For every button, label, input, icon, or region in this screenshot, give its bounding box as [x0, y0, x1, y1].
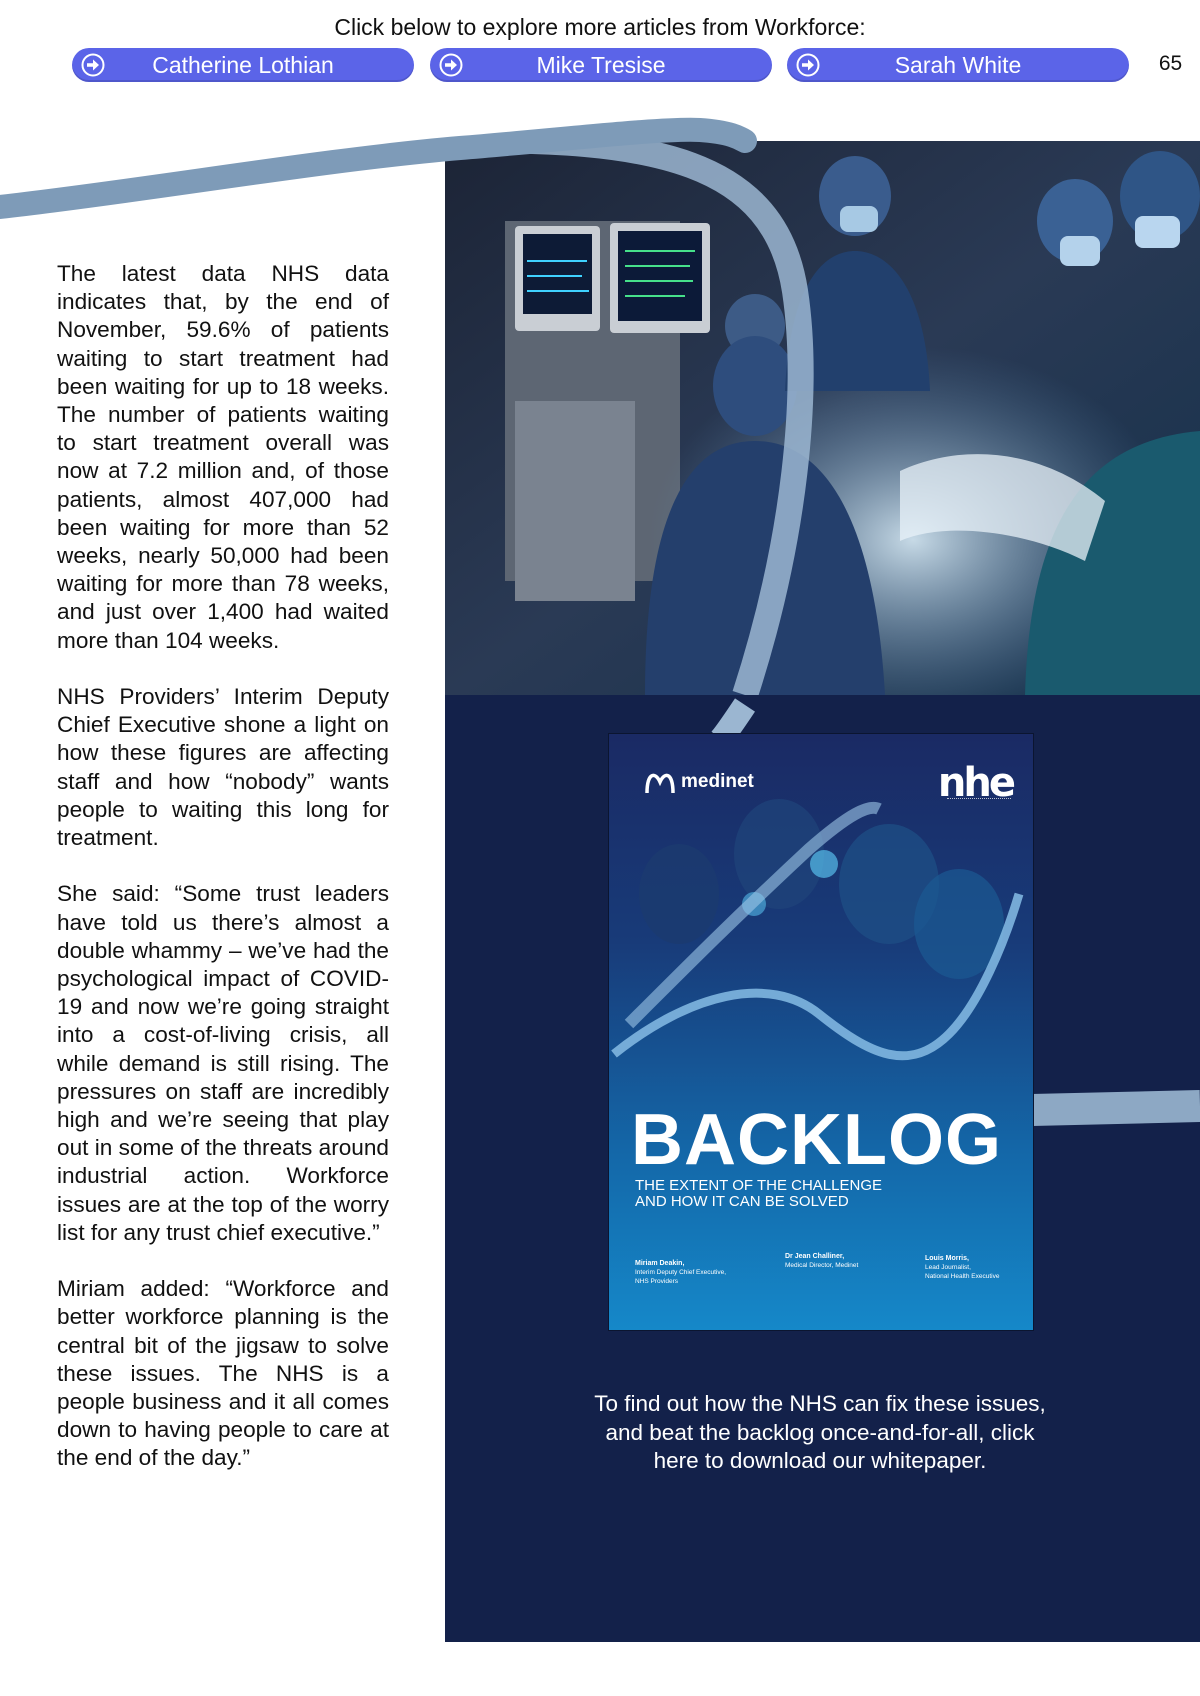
arrow-right-circle-icon: [439, 53, 463, 77]
nav-button-sarah-white[interactable]: [787, 48, 1129, 82]
arrow-right-circle-icon: [81, 53, 105, 77]
author-name: Miriam Deakin,: [635, 1260, 685, 1267]
cover-author: [925, 1254, 999, 1281]
author-name: Dr Jean Challiner,: [785, 1253, 845, 1260]
arrow-right-circle-icon: [796, 53, 820, 77]
nav-button-label: Mike Tresise: [536, 51, 666, 78]
article-paragraph: She said: “Some trust leaders have told us there’s almost a double whammy – we’ve had the psychological impact of COVID-19 and now we’re going straight into a cost-of-living crisis, all while demand is still rising. The pressures on staff are incredibly high and we’re seeing that play out in some of the threats around industrial action. Workforce issues are at the top of the worry list for any trust chief executive.”: [57, 881, 389, 1245]
nhe-tagline-line: [947, 798, 1011, 802]
article-body: [57, 260, 389, 1501]
cover-artwork: [609, 734, 1033, 1330]
nhe-logo: nhe: [937, 760, 1013, 806]
cover-subtitle-line: THE EXTENT OF THE CHALLENGE: [635, 1177, 882, 1194]
article-paragraph: Miriam added: “Workforce and better workforce planning is the central bit of the jigsaw to solve these issues. The NHS is a people business and it all comes down to having people to care at the end of the day.”: [57, 1276, 389, 1471]
medinet-wordmark: medinet: [681, 771, 754, 792]
author-name: Louis Morris,: [925, 1255, 969, 1262]
cover-title: BACKLOG: [631, 1100, 1002, 1180]
author-role: Interim Deputy Chief Executive,: [635, 1269, 727, 1276]
nav-button-mike-tresise[interactable]: [430, 48, 772, 82]
author-role: Medical Director, Medinet: [785, 1262, 859, 1269]
whitepaper-cover[interactable]: [608, 733, 1034, 1331]
cover-subtitle-line: AND HOW IT CAN BE SOLVED: [635, 1193, 849, 1210]
page-number: 65: [1158, 52, 1183, 75]
author-role: NHS Providers: [635, 1278, 678, 1285]
article-paragraph: NHS Providers’ Interim Deputy Chief Executive shone a light on how these figures are affecting staff and how “nobody” wants people to waiting this long for treatment.: [57, 684, 389, 851]
cover-author: [635, 1259, 726, 1286]
article-paragraph: The latest data NHS data indicates that, by the end of November, 59.6% of patients waiting to start treatment had been waiting for up to 18 weeks. The number of patients waiting to start treatment overall was now at 7.2 million and, of those patients, almost 407,000 had been waiting for more than 52 weeks, nearly 50,000 had been waiting for more than 78 weeks, and just over 1,400 had waited more than 104 weeks.: [57, 261, 389, 653]
medinet-logo: [643, 767, 754, 797]
author-role: Lead Journalist,: [925, 1264, 971, 1271]
nav-button-label: Catherine Lothian: [152, 51, 334, 78]
cover-subtitle: [635, 1178, 935, 1210]
nav-button-label: Sarah White: [894, 51, 1022, 78]
medinet-icon: [643, 767, 677, 797]
surgery-photo: [445, 141, 1200, 695]
download-whitepaper-link[interactable]: To find out how the NHS can fix these issues, and beat the backlog once-and-for-all, click here to download our whitepaper.: [594, 1391, 1046, 1473]
explore-heading: Click below to explore more articles from Workforce:: [334, 14, 866, 40]
nav-button-catherine-lothian[interactable]: [72, 48, 414, 82]
author-role: National Health Executive: [925, 1273, 1000, 1280]
cover-author: [785, 1252, 858, 1270]
